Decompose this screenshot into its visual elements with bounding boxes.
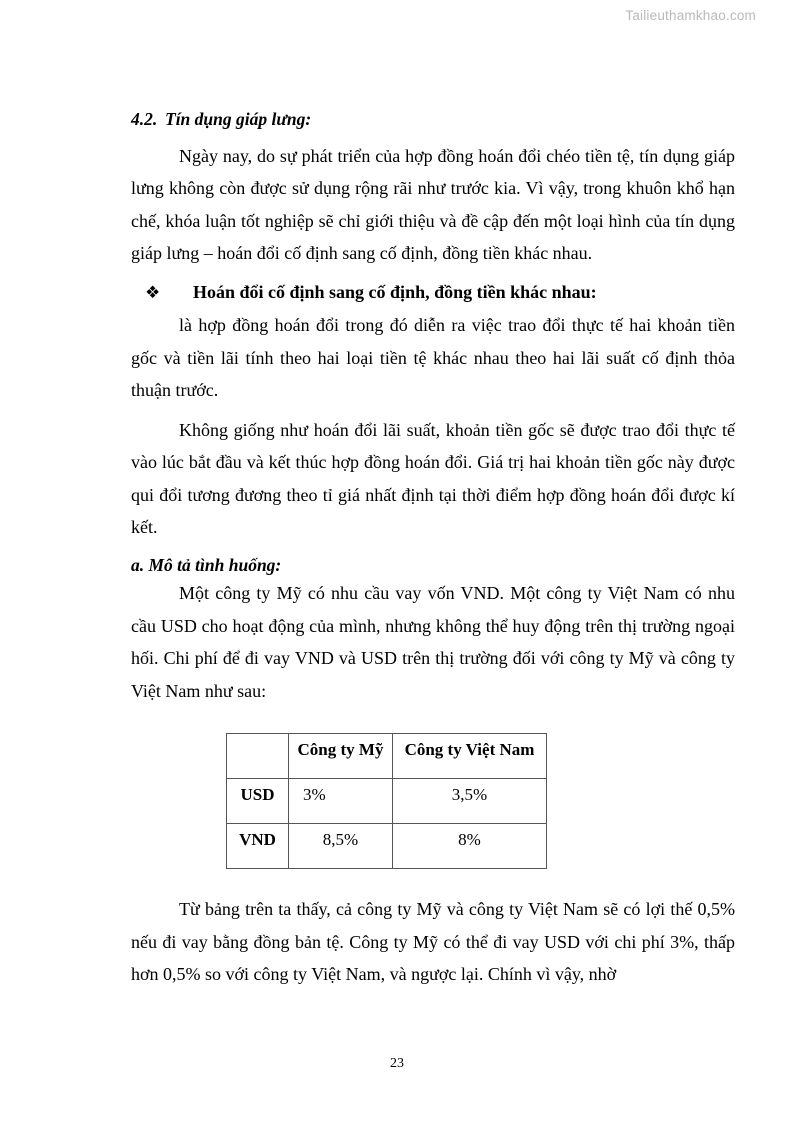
table-cell-usd-vn: 3,5%: [393, 779, 547, 824]
paragraph-situation: Một công ty Mỹ có nhu cầu vay vốn VND. Một công ty Việt Nam có nhu cầu USD cho hoạt động của mình, nhưng không thể huy động trên thị trường ngoại hối. Chi phí để đi vay VND và USD trên thị trường đối với công ty Mỹ và công ty Việt Nam như sau:: [131, 583, 735, 701]
table-header-us-company: Công ty Mỹ: [289, 734, 393, 779]
bullet-heading: [131, 276, 735, 310]
table-cell-vnd-us: 8,5%: [289, 824, 393, 869]
page-number: 23: [390, 1056, 404, 1071]
paragraph-principal: Không giống như hoán đổi lãi suất, khoản tiền gốc sẽ được trao đổi thực tế vào lúc bắt đầu và kết thúc hợp đồng hoán đổi. Giá trị hai khoản tiền gốc này được qui đổi tương đương theo tỉ giá nhất định tại thời điểm hợp đồng hoán đổi được kí kết.: [131, 419, 735, 538]
table-row: [227, 779, 547, 824]
bullet-heading-text: Hoán đổi cố định sang cố định, đồng tiền khác nhau:: [193, 281, 597, 302]
section-title: Tín dụng giáp lưng:: [165, 109, 312, 129]
sub-heading: a. Mô tả tình huống:: [131, 554, 282, 575]
spacer: [131, 407, 735, 414]
table-row-label-usd: USD: [227, 779, 289, 824]
table-cell-vnd-vn: 8%: [393, 824, 547, 869]
paragraph-intro: Ngày nay, do sự phát triển của hợp đồng hoán đổi chéo tiền tệ, tín dụng giáp lưng không còn được sử dụng rộng rãi như trước kia. Vì vậy, trong khuôn khổ hạn chế, khóa luận tốt nghiệp sẽ chỉ giới thiệu và đề cập đến một loại hình của tín dụng giáp lưng – hoán đổi cố định sang cố định, đồng tiền khác nhau.: [131, 145, 735, 264]
table-header-blank: [227, 734, 289, 779]
section-number: 4.2.: [131, 109, 158, 129]
table-header-row: [227, 734, 547, 779]
table-row-label-vnd: VND: [227, 824, 289, 869]
watermark-text: Tailieuthamkhao.com: [625, 8, 756, 23]
paragraph-conclusion: Từ bảng trên ta thấy, cả công ty Mỹ và công ty Việt Nam sẽ có lợi thế 0,5% nếu đi vay bằng đồng bản tệ. Công ty Mỹ có thể đi vay USD với chi phí 3%, thấp hơn 0,5% so với công ty Việt Nam, và ngược lại. Chính vì vậy, nhờ: [131, 899, 735, 985]
paragraph-definition: là hợp đồng hoán đổi trong đó diễn ra việc trao đổi thực tế hai khoản tiền gốc và tiền lãi tính theo hai loại tiền tệ khác nhau theo hai lãi suất cố định thỏa thuận trước.: [131, 315, 735, 401]
table-header-vn-company: Công ty Việt Nam: [393, 734, 547, 779]
borrowing-cost-table: [226, 733, 547, 869]
table-row: [227, 824, 547, 869]
table-cell-usd-us: 3%: [289, 779, 393, 824]
page-content: [131, 108, 735, 991]
section-heading: [131, 108, 735, 132]
diamond-bullet-icon: ❖: [145, 282, 161, 302]
